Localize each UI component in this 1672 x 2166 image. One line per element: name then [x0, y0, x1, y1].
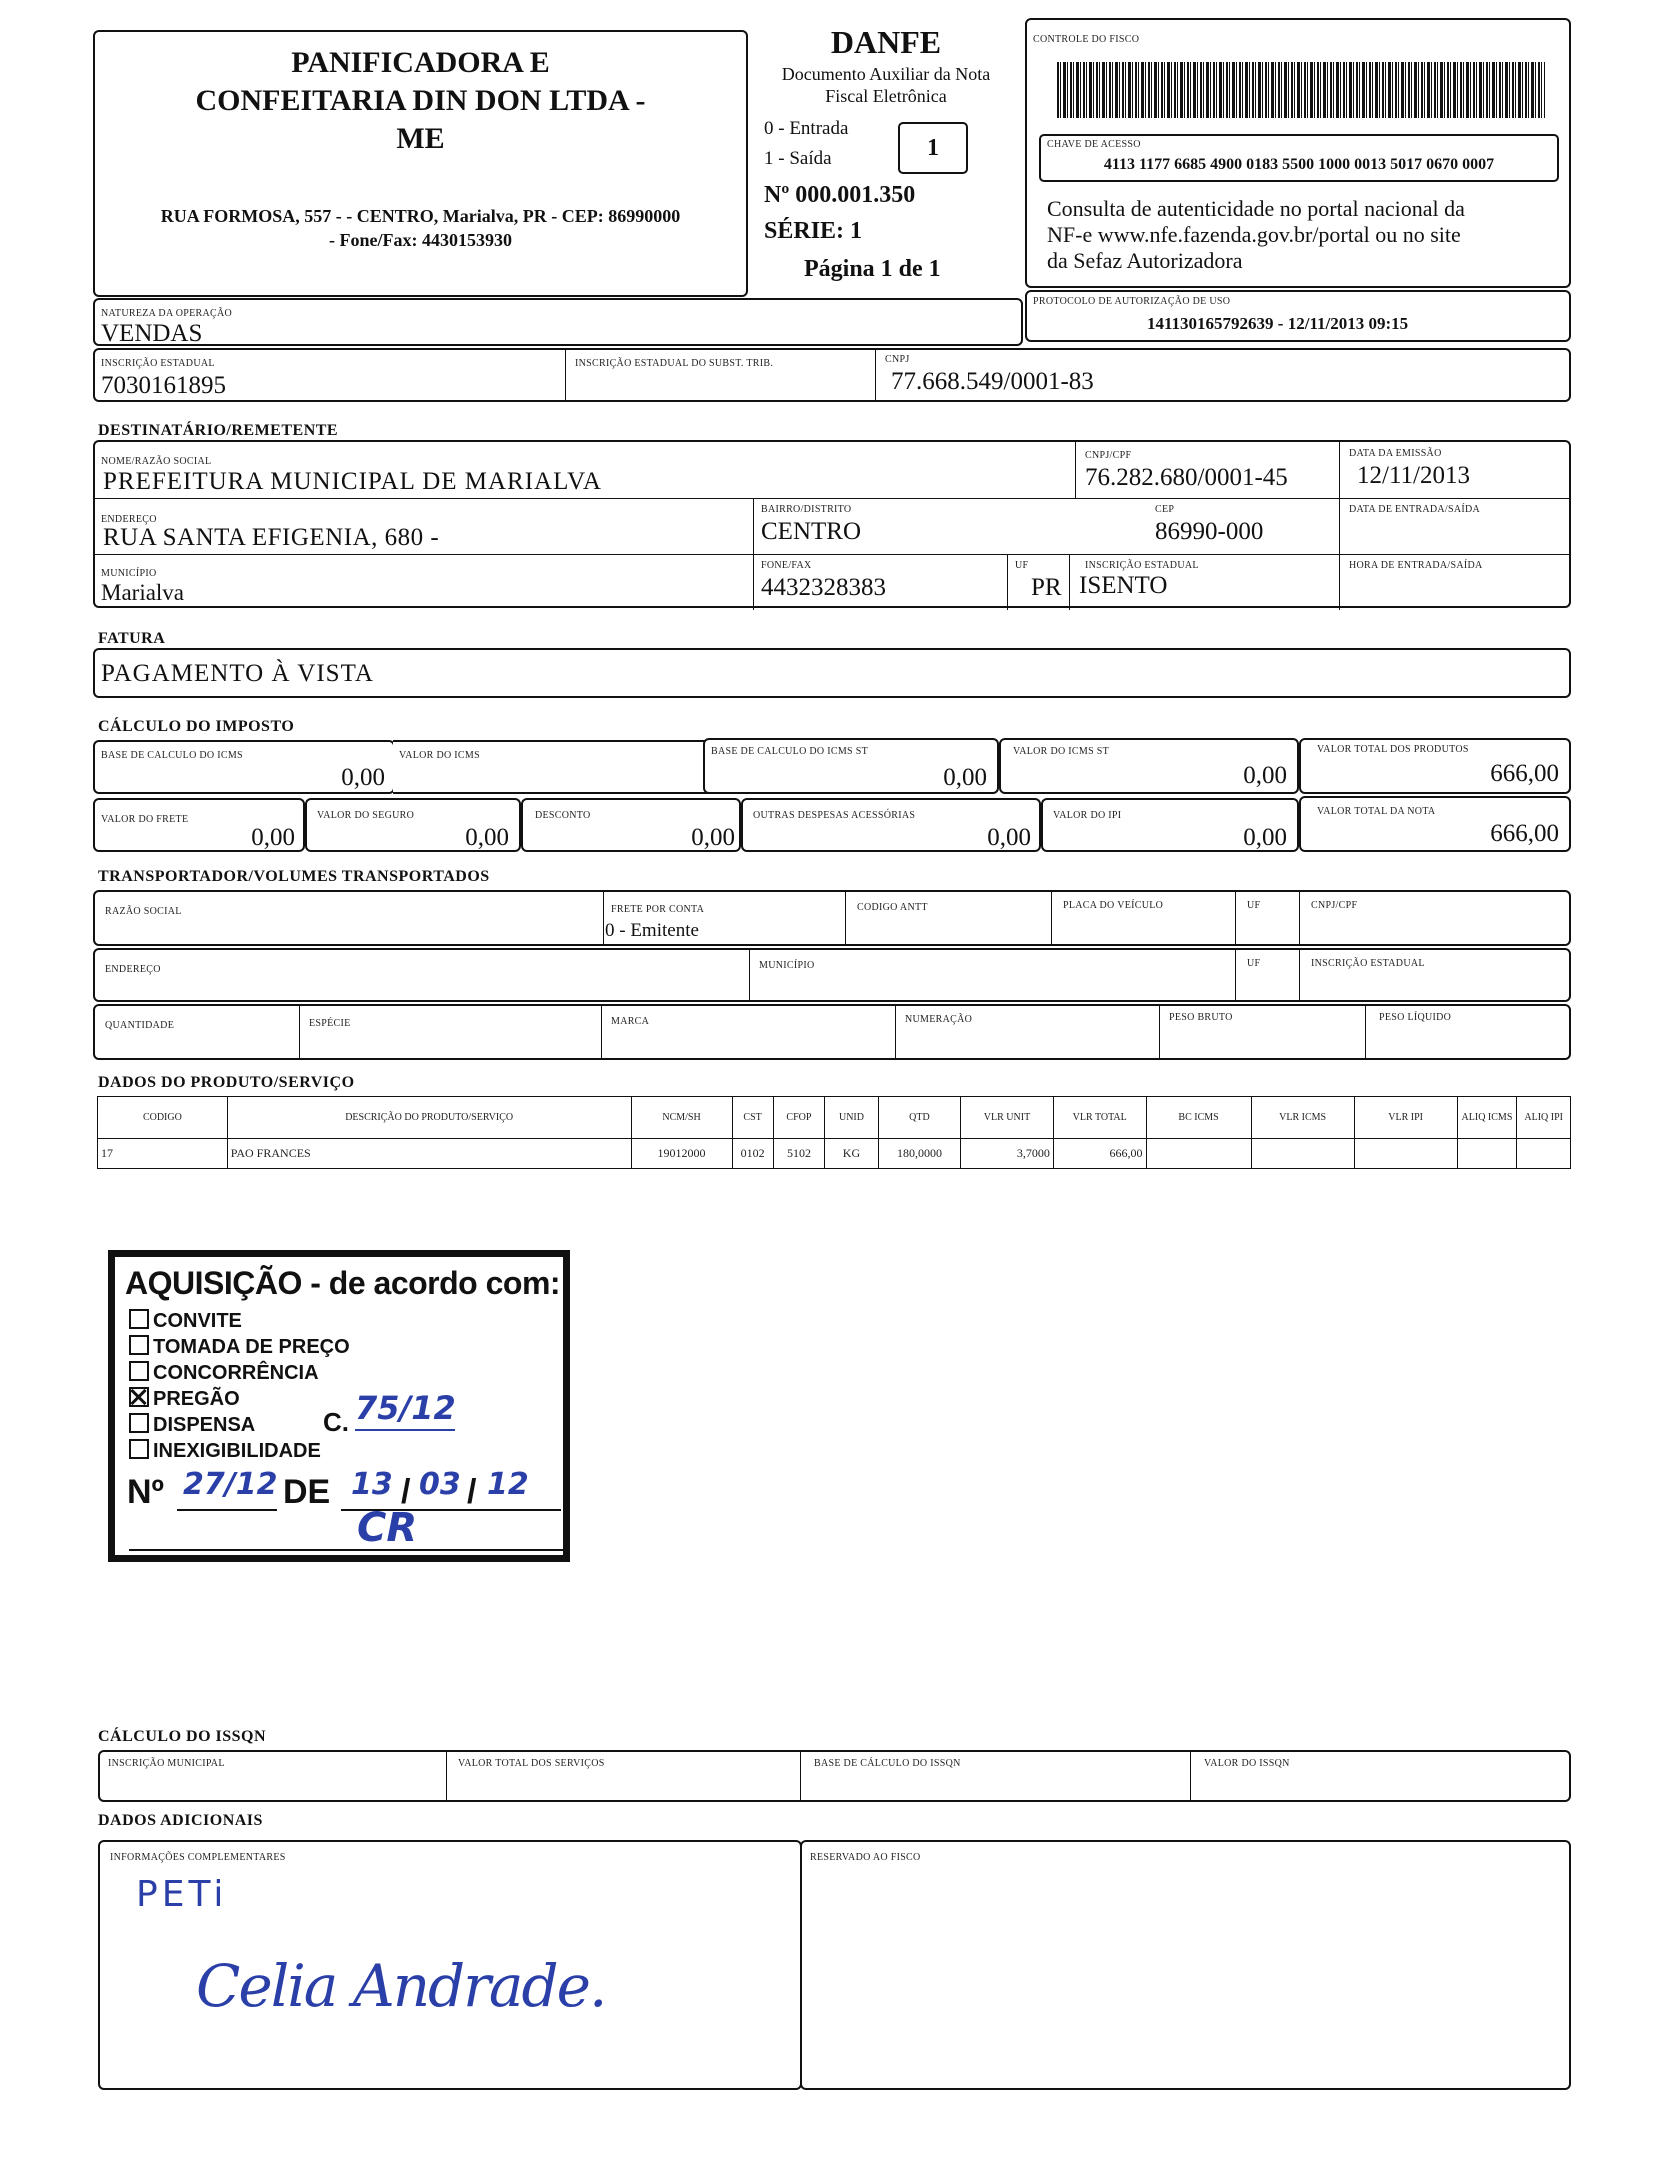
fatura-value: PAGAMENTO À VISTA	[101, 660, 374, 687]
underline	[129, 1549, 563, 1551]
chave-value: 4113 1177 6685 4900 0183 5500 1000 0013 5017 0670 0007	[1103, 156, 1495, 173]
underline	[177, 1509, 277, 1511]
protocolo-label: PROTOCOLO DE AUTORIZAÇÃO DE USO	[1033, 296, 1231, 307]
col-header: ALIQ IPI	[1517, 1097, 1571, 1139]
dest-hora-label: HORA DE ENTRADA/SAÍDA	[1349, 560, 1483, 571]
col-header: VLR TOTAL	[1053, 1097, 1146, 1139]
divider	[1365, 1006, 1366, 1058]
stamp-date-year: 12	[487, 1467, 529, 1502]
valor-icms-st-value: 0,00	[1243, 762, 1287, 789]
dest-entrada-saida-label: DATA DE ENTRADA/SAÍDA	[1349, 504, 1481, 515]
dest-nome-label: NOME/RAZÃO SOCIAL	[101, 456, 212, 467]
divider	[1235, 892, 1236, 944]
divider	[895, 1006, 896, 1058]
danfe-tipo-box: 1	[898, 122, 968, 174]
cnpj-value: 77.668.549/0001-83	[891, 368, 1094, 395]
transportador-section-title: TRANSPORTADOR/VOLUMES TRANSPORTADOS	[98, 868, 490, 885]
dest-bairro-value: CENTRO	[761, 518, 861, 545]
divider	[749, 950, 750, 1000]
imposto-section-title: CÁLCULO DO IMPOSTO	[98, 718, 295, 735]
divider	[446, 1752, 447, 1800]
transp-row1	[93, 890, 1571, 946]
stamp-date-month: 03	[419, 1467, 461, 1502]
total-nota-value: 666,00	[1490, 820, 1559, 847]
transp-marca-label: MARCA	[611, 1016, 650, 1027]
cell-codigo: 17	[98, 1139, 228, 1169]
danfe-entrada: 0 - Entrada	[764, 118, 849, 139]
transp-uf-label: UF	[1247, 900, 1261, 911]
transp-ie-label: INSCRIÇÃO ESTADUAL	[1311, 958, 1425, 969]
base-icms-st-cell	[703, 738, 999, 794]
danfe-title: DANFE	[830, 24, 942, 60]
dest-emissao-value: 12/11/2013	[1357, 462, 1470, 489]
destinatario-section-title: DESTINATÁRIO/REMETENTE	[98, 422, 339, 439]
controle-fisco-label: CONTROLE DO FISCO	[1033, 34, 1140, 45]
row-divider	[95, 498, 1569, 499]
divider	[565, 350, 566, 400]
protocolo-value: 141130165792639 - 12/11/2013 09:15	[1147, 314, 1409, 333]
col-header: DESCRIÇÃO DO PRODUTO/SERVIÇO	[227, 1097, 631, 1139]
stamp-item-pregao	[129, 1387, 240, 1411]
danfe-subtitle-line1: Documento Auxiliar da Nota	[781, 64, 991, 84]
natureza-value: VENDAS	[101, 320, 203, 347]
emitente-address: RUA FORMOSA, 557 - - CENTRO, Marialva, PR - CEP: 86990000	[160, 206, 681, 226]
col-header: CST	[732, 1097, 773, 1139]
aquisicao-stamp	[108, 1250, 570, 1562]
stamp-item-label: INEXIGIBILIDADE	[153, 1440, 321, 1462]
cell-divider	[1339, 442, 1340, 610]
stamp-title: AQUISIÇÃO - de acordo com:	[125, 1265, 561, 1301]
divider	[299, 1006, 300, 1058]
cell-ncm: 19012000	[631, 1139, 732, 1169]
desconto-cell	[521, 798, 741, 852]
issqn-inscricao-label: INSCRIÇÃO MUNICIPAL	[108, 1758, 225, 1769]
date-slash: /	[401, 1473, 411, 1511]
ie-label: INSCRIÇÃO ESTADUAL	[101, 358, 215, 369]
issqn-total-servicos-label: VALOR TOTAL DOS SERVIÇOS	[458, 1758, 605, 1769]
outras-despesas-label: OUTRAS DESPESAS ACESSÓRIAS	[753, 810, 916, 821]
divider	[800, 1752, 801, 1800]
transp-razao-label: RAZÃO SOCIAL	[105, 906, 182, 917]
stamp-item-label: PREGÃO	[153, 1388, 240, 1410]
transp-municipio-label: MUNICÍPIO	[759, 960, 815, 971]
produtos-section-title: DADOS DO PRODUTO/SERVIÇO	[98, 1074, 355, 1091]
dest-bairro-label: BAIRRO/DISTRITO	[761, 504, 852, 515]
info-complementares-label: INFORMAÇÕES COMPLEMENTARES	[110, 1852, 286, 1863]
base-icms-st-label: BASE DE CALCULO DO ICMS ST	[711, 746, 868, 757]
chave-box	[1039, 134, 1559, 182]
col-header: QTD	[878, 1097, 960, 1139]
divider	[1159, 1006, 1160, 1058]
valor-icms-label: VALOR DO ICMS	[399, 750, 480, 761]
inscricao-box	[93, 348, 1571, 402]
cnpj-label: CNPJ	[885, 354, 910, 365]
cell-divider	[753, 498, 754, 610]
valor-ipi-value: 0,00	[1243, 824, 1287, 851]
fisco-box	[1025, 18, 1571, 288]
dest-uf-value: PR	[1031, 574, 1062, 601]
outras-despesas-cell	[741, 798, 1041, 852]
cell-divider	[1075, 442, 1076, 498]
col-header: ALIQ ICMS	[1457, 1097, 1517, 1139]
divider	[1235, 950, 1236, 1000]
divider	[1299, 892, 1300, 944]
consulta-line1: Consulta de autenticidade no portal nacional da	[1047, 196, 1465, 221]
adicionais-section-title: DADOS ADICIONAIS	[98, 1812, 263, 1829]
total-produtos-value: 666,00	[1490, 760, 1559, 787]
produtos-header-row	[98, 1097, 1571, 1139]
cell-descricao: PAO FRANCES	[227, 1139, 631, 1169]
seguro-value: 0,00	[465, 824, 509, 851]
stamp-item-concorrencia	[129, 1361, 319, 1385]
transp-peso-bruto-label: PESO BRUTO	[1169, 1012, 1233, 1023]
col-header: VLR UNIT	[961, 1097, 1054, 1139]
transp-placa-label: PLACA DO VEÍCULO	[1063, 900, 1164, 911]
issqn-section-title: CÁLCULO DO ISSQN	[98, 1728, 267, 1745]
checkbox-icon	[129, 1439, 149, 1459]
issqn-valor-label: VALOR DO ISSQN	[1204, 1758, 1290, 1769]
checkbox-icon	[129, 1335, 149, 1355]
frete-cell	[93, 798, 305, 852]
dest-fone-value: 4432328383	[761, 574, 886, 601]
divider	[1051, 892, 1052, 944]
dest-endereco-label: ENDEREÇO	[101, 514, 157, 525]
divider	[1190, 1752, 1191, 1800]
dest-cep-value: 86990-000	[1155, 518, 1264, 545]
reservado-fisco-label: RESERVADO AO FISCO	[810, 1852, 921, 1863]
stamp-c-label: C.	[323, 1407, 349, 1437]
total-produtos-label: VALOR TOTAL DOS PRODUTOS	[1317, 744, 1469, 755]
row-divider	[95, 554, 1569, 555]
checkbox-icon	[129, 1361, 149, 1381]
stamp-no-label: Nº	[127, 1473, 164, 1511]
iest-label: INSCRIÇÃO ESTADUAL DO SUBST. TRIB.	[575, 358, 774, 369]
dest-emissao-label: DATA DA EMISSÃO	[1349, 448, 1442, 459]
dest-cnpj-value: 76.282.680/0001-45	[1085, 464, 1288, 491]
dest-municipio-label: MUNICÍPIO	[101, 568, 157, 579]
col-header: UNID	[825, 1097, 879, 1139]
stamp-c-value: 75/12	[355, 1389, 456, 1427]
col-header: BC ICMS	[1146, 1097, 1251, 1139]
total-nota-label: VALOR TOTAL DA NOTA	[1317, 806, 1436, 817]
cell-unid: KG	[825, 1139, 879, 1169]
produtos-table	[97, 1096, 1571, 1169]
dest-uf-label: UF	[1015, 560, 1029, 571]
transp-row3	[93, 1004, 1571, 1060]
checkbox-icon	[129, 1413, 149, 1433]
frete-label: VALOR DO FRETE	[101, 814, 189, 825]
consulta-line3: da Sefaz Autorizadora	[1047, 248, 1243, 273]
dest-cep-label: CEP	[1155, 504, 1175, 515]
total-nota-cell	[1299, 796, 1571, 852]
cell-divider	[1069, 554, 1070, 610]
dest-municipio-value: Marialva	[101, 580, 185, 605]
info-complementares-box	[98, 1840, 802, 2090]
divider	[1299, 950, 1300, 1000]
issqn-box	[98, 1750, 1571, 1802]
stamp-item-tomada	[129, 1335, 350, 1359]
divider	[601, 1006, 602, 1058]
cell-cst: 0102	[732, 1139, 773, 1169]
desconto-value: 0,00	[691, 824, 735, 851]
valor-ipi-cell	[1041, 798, 1299, 852]
cell-vlr-icms	[1251, 1139, 1354, 1169]
fatura-box	[93, 648, 1571, 698]
dest-nome-value: PREFEITURA MUNICIPAL DE MARIALVA	[103, 468, 602, 495]
outras-despesas-value: 0,00	[987, 824, 1031, 851]
transp-row2	[93, 948, 1571, 1002]
transp-peso-liquido-label: PESO LÍQUIDO	[1379, 1012, 1452, 1023]
danfe-pagina: Página 1 de 1	[804, 256, 941, 282]
transp-especie-label: ESPÉCIE	[309, 1018, 351, 1029]
stamp-date-day: 13	[351, 1467, 393, 1502]
cell-cfop: 5102	[773, 1139, 825, 1169]
col-header: CFOP	[773, 1097, 825, 1139]
dest-cnpj-label: CNPJ/CPF	[1085, 450, 1132, 461]
seguro-cell	[305, 798, 521, 852]
issqn-base-label: BASE DE CÁLCULO DO ISSQN	[814, 1758, 961, 1769]
cell-vlr-total: 666,00	[1053, 1139, 1146, 1169]
base-icms-value: 0,00	[341, 764, 385, 791]
emitente-name-line3: ME	[396, 122, 445, 155]
col-header: CODIGO	[98, 1097, 228, 1139]
barcode-image	[1057, 62, 1545, 118]
cell-qtd: 180,0000	[878, 1139, 960, 1169]
natureza-box	[93, 298, 1023, 346]
table-row	[98, 1139, 1571, 1169]
base-icms-cell	[93, 740, 395, 794]
emitente-box	[93, 30, 748, 297]
valor-icms-st-cell	[999, 738, 1299, 794]
stamp-item-label: TOMADA DE PREÇO	[153, 1336, 350, 1358]
seguro-label: VALOR DO SEGURO	[317, 810, 415, 821]
natureza-label: NATUREZA DA OPERAÇÃO	[101, 308, 233, 319]
base-icms-st-value: 0,00	[943, 764, 987, 791]
chave-label: CHAVE DE ACESSO	[1047, 139, 1141, 150]
stamp-item-label: DISPENSA	[153, 1414, 256, 1436]
stamp-item-inexigibilidade	[129, 1439, 321, 1463]
emitente-name-line2: CONFEITARIA DIN DON LTDA -	[195, 84, 646, 117]
danfe-subtitle-line2: Fiscal Eletrônica	[825, 86, 947, 106]
checkbox-icon	[129, 1309, 149, 1329]
dest-ie-value: ISENTO	[1079, 572, 1168, 599]
total-produtos-cell	[1299, 738, 1571, 794]
cell-bc-icms	[1146, 1139, 1251, 1169]
dest-fone-label: FONE/FAX	[761, 560, 812, 571]
cell-vlr-ipi	[1354, 1139, 1457, 1169]
stamp-item-dispensa	[129, 1413, 255, 1437]
danfe-serie: SÉRIE: 1	[764, 218, 863, 244]
protocolo-box	[1025, 290, 1571, 342]
divider	[845, 892, 846, 944]
col-header: NCM/SH	[631, 1097, 732, 1139]
col-header: VLR ICMS	[1251, 1097, 1354, 1139]
cell-aliq-icms	[1457, 1139, 1517, 1169]
desconto-label: DESCONTO	[535, 810, 591, 821]
danfe-saida: 1 - Saída	[764, 148, 832, 169]
dest-endereco-value: RUA SANTA EFIGENIA, 680 -	[103, 524, 440, 551]
col-header: VLR IPI	[1354, 1097, 1457, 1139]
imposto-row1	[93, 738, 1571, 794]
transp-frete-value: 0 - Emitente	[605, 920, 699, 941]
divider	[875, 350, 876, 400]
transp-antt-label: CODIGO ANTT	[857, 902, 928, 913]
stamp-item-convite	[129, 1309, 242, 1333]
cell-aliq-ipi	[1517, 1139, 1571, 1169]
cell-vlr-unit: 3,7000	[961, 1139, 1054, 1169]
transp-uf2-label: UF	[1247, 958, 1261, 969]
emitente-phone: - Fone/Fax: 4430153930	[329, 230, 512, 250]
imposto-row2	[93, 796, 1571, 852]
base-icms-label: BASE DE CALCULO DO ICMS	[101, 750, 243, 761]
date-slash: /	[467, 1473, 477, 1511]
frete-value: 0,00	[251, 824, 295, 851]
transp-quantidade-label: QUANTIDADE	[105, 1020, 175, 1031]
divider	[603, 892, 604, 944]
cell-divider	[1007, 554, 1008, 610]
transp-frete-label: FRETE POR CONTA	[611, 904, 705, 915]
transp-numeracao-label: NUMERAÇÃO	[905, 1014, 973, 1025]
fatura-section-title: FATURA	[98, 630, 166, 647]
danfe-block	[752, 22, 1020, 297]
valor-icms-st-label: VALOR DO ICMS ST	[1013, 746, 1110, 757]
transp-endereco-label: ENDEREÇO	[105, 964, 161, 975]
signature: Celia Andrade.	[196, 1952, 606, 2020]
ie-value: 7030161895	[101, 372, 226, 399]
destinatario-box	[93, 440, 1571, 608]
stamp-de-label: DE	[283, 1473, 331, 1511]
emitente-name-line1: PANIFICADORA E	[291, 46, 550, 79]
valor-ipi-label: VALOR DO IPI	[1053, 810, 1122, 821]
stamp-item-label: CONVITE	[153, 1310, 242, 1332]
stamp-item-label: CONCORRÊNCIA	[153, 1362, 319, 1384]
stamp-initials: CR	[357, 1505, 418, 1551]
danfe-numero: Nº 000.001.350	[764, 182, 916, 208]
handwritten-note: PETi	[136, 1874, 228, 1915]
checked-checkbox-icon	[129, 1387, 149, 1407]
consulta-line2: NF-e www.nfe.fazenda.gov.br/portal ou no site	[1047, 222, 1461, 247]
transp-cnpj-label: CNPJ/CPF	[1311, 900, 1358, 911]
underline	[355, 1429, 455, 1431]
dest-ie-label: INSCRIÇÃO ESTADUAL	[1085, 560, 1199, 571]
stamp-no-value: 27/12	[183, 1467, 278, 1502]
reservado-fisco-box	[800, 1840, 1571, 2090]
